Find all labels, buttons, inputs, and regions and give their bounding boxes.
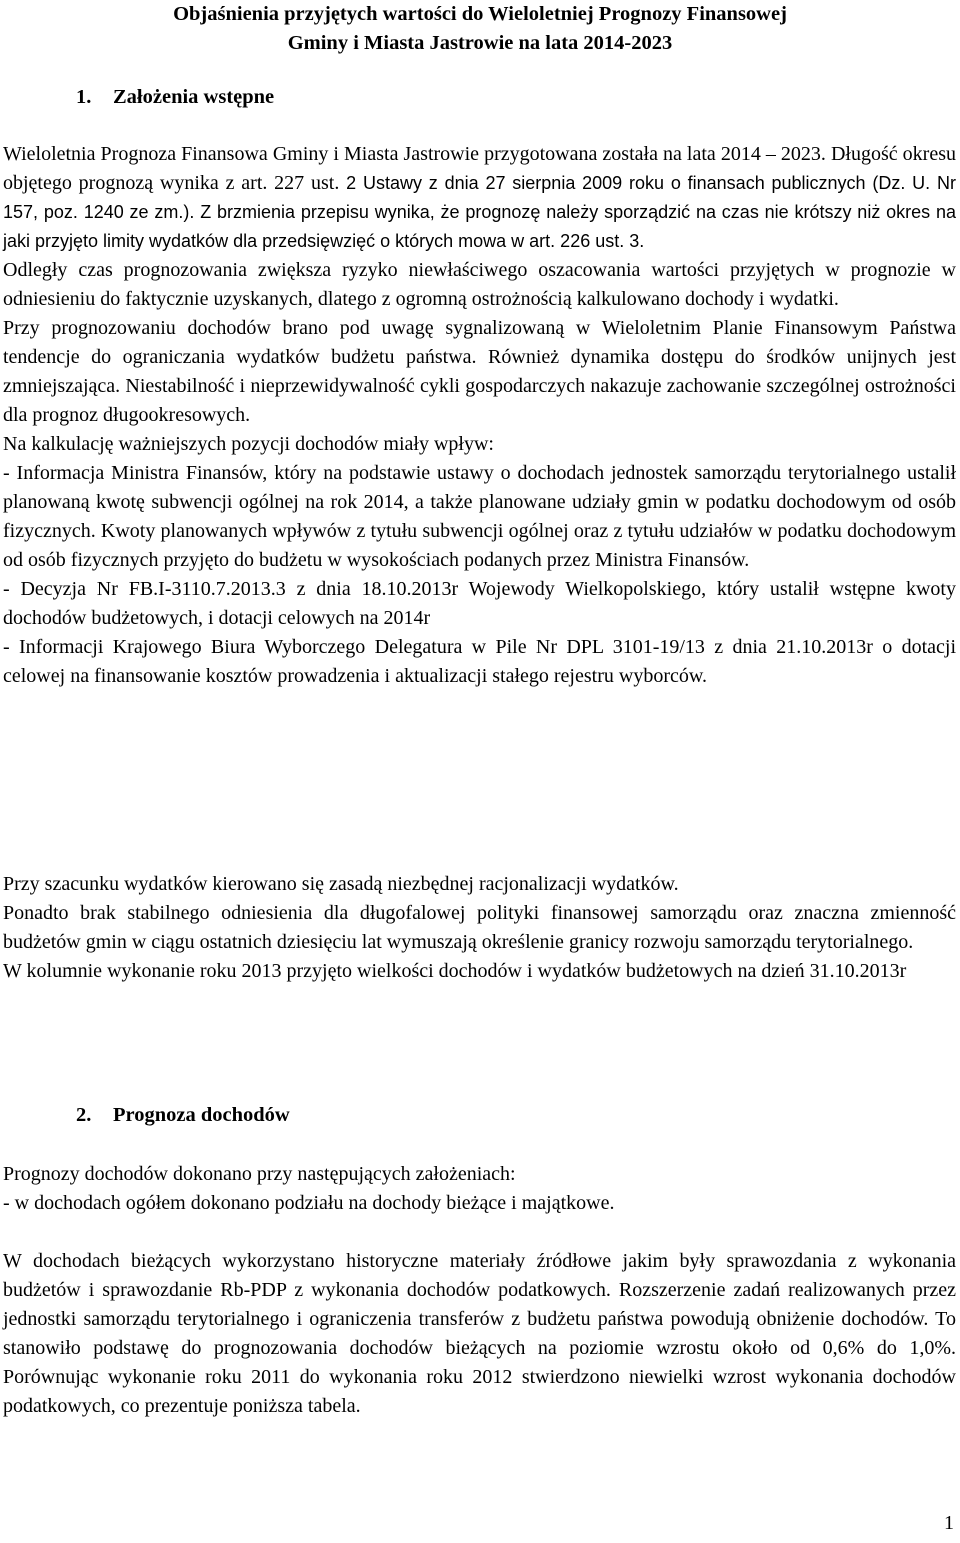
section-2-number: 2. bbox=[76, 1104, 92, 1126]
section-2-title: Prognoza dochodów bbox=[113, 1104, 290, 1126]
section-2-heading bbox=[76, 1101, 290, 1130]
lead-sans-text: 2 Ustawy z dnia 27 sierpnia 2009 roku o finansach publicznych (Dz. U. Nr 157, poz. 1240 ze zm.). Z brzmienia przepisu wynika, że prognozę należy sporządzić na czas nie krótszy niż okres na jaki przyjęto limity wydatków dla przedsięwzięć o których mowa w art. 226 ust. 3. bbox=[3, 173, 956, 251]
paragraph: Odległy czas prognozowania zwiększa ryzyko niewłaściwego oszacowania wartości przyjętych w prognozie w odniesieniu do faktycznie uzyskanych, dlatego z ogromną ostrożnością kalkulowano dochody i wydatki. bbox=[3, 259, 956, 310]
title-line-2: Gminy i Miasta Jastrowie na lata 2014-2023 bbox=[287, 32, 673, 54]
paragraph: Ponadto brak stabilnego odniesienia dla długofalowej polityki finansowej samorządu oraz znaczna zmienność budżetów gmin w ciągu ostatnich dziesięciu lat wymuszają określenie granicy rozwoju samorządu terytorialnego. bbox=[3, 902, 956, 953]
list-item: - w dochodach ogółem dokonano podziału na dochody bieżące i majątkowe. bbox=[3, 1192, 615, 1214]
section-1-body bbox=[3, 140, 956, 691]
paragraph: Prognozy dochodów dokonano przy następujących założeniach: bbox=[3, 1163, 516, 1185]
section-2-body-continued bbox=[3, 1247, 956, 1421]
list-item: - Decyzja Nr FB.I-3110.7.2013.3 z dnia 18.10.2013r Wojewody Wielkopolskiego, który ustalił wstępne kwoty dochodów budżetowych, i dotacji celowych na 2014r bbox=[3, 578, 956, 629]
section-1-number: 1. bbox=[76, 86, 92, 108]
paragraph: W dochodach bieżących wykorzystano historyczne materiały źródłowe jakim były sprawozdania z wykonania budżetów i sprawozdanie Rb-PDP z wykonania dochodów podatkowych. Rozszerzenie zadań realizowanych przez jednostki samorządu terytorialnego i ograniczenia transferów z budżetu państwa powodują obniżenie dochodów. To stanowiło podstawę do prognozowania dochodów bieżących na poziomie wzrostu około od 0,6% do 1,0%. Porównując wykonanie roku 2011 do wykonania roku 2012 stwierdzono niewielki wzrost wykonania dochodów podatkowych, co prezentuje poniższa tabela. bbox=[3, 1250, 956, 1417]
lead-serif-text: Wieloletnia Prognoza Finansowa Gminy i Miasta Jastrowie przygotowana została na lata 2014 – 2023. Długość okresu objętego prognozą wynika z art. 227 ust. bbox=[3, 143, 956, 194]
document-title bbox=[0, 0, 960, 58]
list-item: - Informacji Krajowego Biura Wyborczego Delegatura w Pile Nr DPL 3101-19/13 z dnia 21.10.2013r o dotacji celowej na finansowanie kosztów prowadzenia i aktualizacji stałego rejestru wyborców. bbox=[3, 636, 956, 687]
title-line-1: Objaśnienia przyjętych wartości do Wieloletniej Prognozy Finansowej bbox=[173, 3, 787, 25]
paragraph: Przy prognozowaniu dochodów brano pod uwagę sygnalizowaną w Wieloletnim Planie Finansowym Państwa tendencje do ograniczania wydatków budżetu państwa. Również dynamika dostępu do środków unijnych jest zmniejszająca. Niestabilność i nieprzewidywalność cykli gospodarczych nakazuje zachowanie szczególnej ostrożności dla prognoz długookresowych. bbox=[3, 317, 956, 426]
section-2-body bbox=[3, 1160, 956, 1218]
list-item: - Informacja Ministra Finansów, który na podstawie ustawy o dochodach jednostek samorządu terytorialnego ustalił planowaną kwotę subwencji ogólnej na rok 2014, a także planowane udziały gmin w podatku dochodowym od osób fizycznych. Kwoty planowanych wpływów z tytułu subwencji ogólnej oraz z tytułu udziałów w podatku dochodowym od osób fizycznych przyjęto do budżetu w wysokościach podanych przez Ministra Finansów. bbox=[3, 462, 956, 571]
paragraph: Na kalkulację ważniejszych pozycji dochodów miały wpływ: bbox=[3, 433, 494, 455]
section-1-title: Założenia wstępne bbox=[113, 86, 275, 108]
page-number: 1 bbox=[944, 1512, 954, 1534]
section-1-body-continued bbox=[3, 870, 956, 986]
paragraph: Przy szacunku wydatków kierowano się zasadą niezbędnej racjonalizacji wydatków. bbox=[3, 873, 679, 895]
section-1-lead bbox=[3, 140, 956, 256]
paragraph: W kolumnie wykonanie roku 2013 przyjęto wielkości dochodów i wydatków budżetowych na dzień 31.10.2013r bbox=[3, 960, 907, 982]
section-1-heading bbox=[76, 83, 274, 112]
